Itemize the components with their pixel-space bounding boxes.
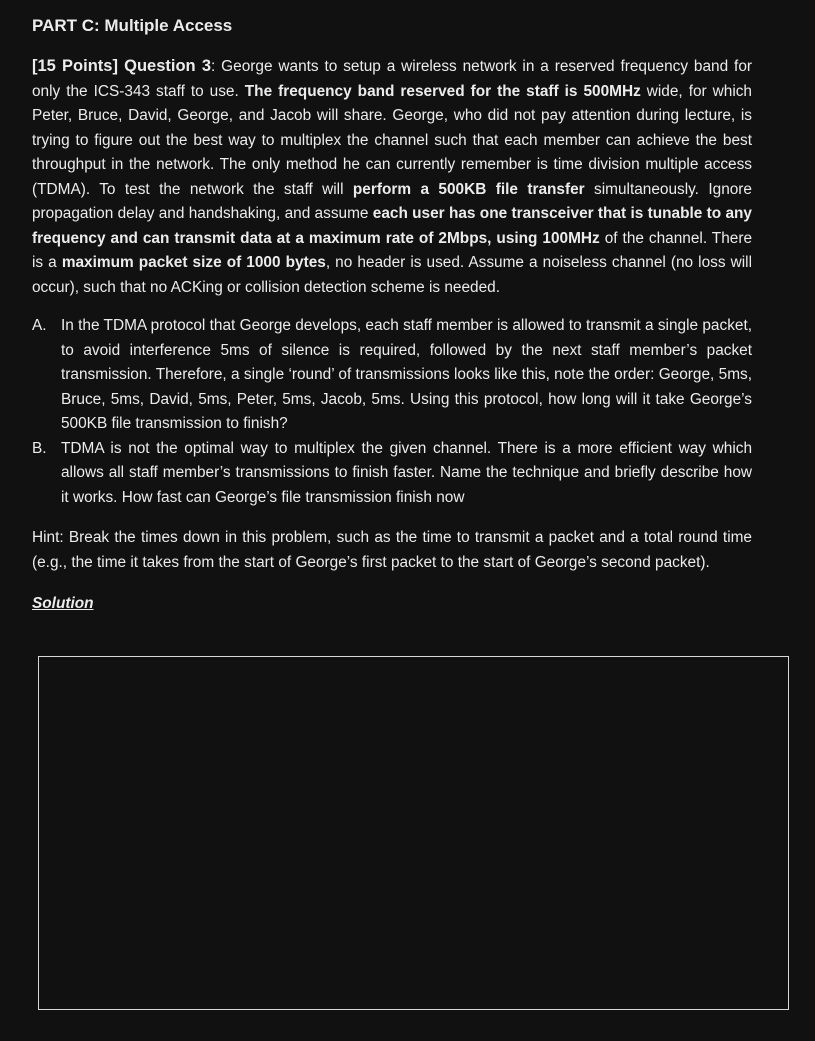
subquestion-a-letter: A.: [32, 317, 47, 334]
question-seg-7: maximum packet size of 1000 bytes: [61, 254, 326, 271]
subquestion-a: [32, 314, 752, 437]
subquestion-b-text: TDMA is not the optimal way to multiplex the given channel. There is a more efficient way which allows all staff member’s transmissions to finish faster. Name the technique and briefly describe how it works. How fast can George’s file transmission finish now: [61, 439, 752, 506]
solution-label: Solution: [32, 595, 94, 612]
hint-text: Hint: Break the times down in this problem, such as the time to transmit a packet and a total round time (e.g., the time it takes from the start of George’s first packet to the start of George’s second packet).: [32, 529, 752, 571]
subquestion-b-letter: B.: [32, 439, 47, 457]
question-seg-8: , no header is used. Assume a noiseless channel (no loss will occur), such that no ACKing or collision detection scheme is needed.: [32, 254, 752, 296]
question-label: [15 Points] Question 3: [32, 57, 212, 75]
question-seg-3: perform a 500KB file transfer: [352, 180, 585, 198]
subquestion-list: [32, 314, 752, 510]
question-seg-1: The frequency band reserved for the staff is 500MHz: [244, 82, 641, 100]
subquestion-a-text: In the TDMA protocol that George develops, each staff member is allowed to transmit a single packet, to avoid interference 5ms of silence is required, followed by the next staff member’s packet transmission. Therefore, a single ‘round’ of transmissions looks like this, note the order: George, 5ms, Bruce, 5ms, David, 5ms, Peter, 5ms, Jacob, 5ms. Using this protocol, how long will it take George’s 500KB file transmission to finish?: [61, 317, 752, 432]
document-page: [32, 14, 752, 616]
question-paragraph: [32, 54, 752, 300]
solution-answer-box[interactable]: [38, 656, 789, 1010]
question-seg-6: of the channel. There is a: [32, 229, 753, 271]
question-seg-2: wide, for which Peter, Bruce, David, George, and Jacob will share. George, who did not pay attention during lecture, is trying to figure out the best way to multiplex the channel such that each member can achieve the best throughput in the network. The only method he can currently remember is time division multiple access (TDMA). To test the network the staff will: [32, 82, 752, 198]
question-colon: :: [211, 58, 216, 75]
subquestion-b: [32, 437, 752, 511]
question-seg-0: George wants to setup a wireless network in a reserved frequency band for only the ICS-343 staff to use.: [32, 58, 752, 100]
question-seg-4: simultaneously. Ignore propagation delay and handshaking, and assume: [32, 180, 752, 222]
part-title: PART C: Multiple Access: [32, 16, 233, 35]
question-seg-5: each user has one transceiver that is tunable to any frequency and can transmit data at a maximum rate of 2Mbps, using 100MHz: [32, 205, 752, 247]
